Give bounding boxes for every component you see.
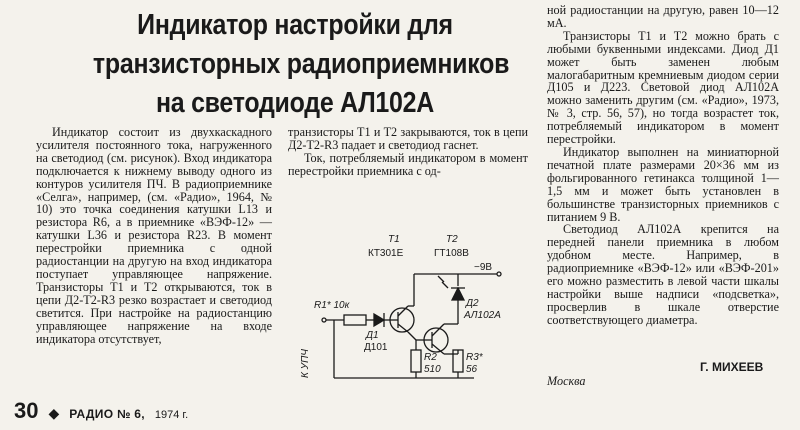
author-signature: Г. МИХЕЕВ: [700, 360, 764, 374]
paragraph: Светодиод АЛ102А крепится на передней панели приемника в любом удобном месте. Например, в радиоприемнике «ВЭФ-12» или «ВЭФ-201» его можно разместить в левой части шкалы настройки выше надписи «подсветка», просверлив в шкале отверстие соответствующего диаметра.: [547, 222, 779, 327]
title-line-1: Индикатор настройки для: [137, 9, 453, 41]
paragraph: ной радиостанции на другую, равен 10—12 мА.: [547, 3, 779, 30]
r2-name: R2: [424, 352, 437, 363]
t2-type: ГТ108В: [434, 248, 469, 259]
d2-type: АЛ102А: [464, 310, 501, 321]
d2-name: Д2: [466, 298, 479, 309]
r1-label: R1* 10к: [314, 300, 350, 311]
paragraph: транзисторы Т1 и Т2 закрываются, ток в цепи Д2-Т2-R3 падает и светодиод гаснет.: [288, 125, 528, 152]
author-city: Москва: [547, 374, 586, 388]
paragraph: Ток, потребляемый индикатором в момент перестройки приемника с од-: [288, 150, 528, 178]
t1-name: Т1: [388, 234, 400, 245]
t1-type: КТ301Е: [368, 248, 404, 259]
title-line-3: на светодиоде АЛ102А: [155, 87, 435, 119]
supply-label: −9В: [474, 262, 493, 273]
title-line-2: транзисторных радиоприемников: [92, 48, 510, 80]
page-footer: [14, 398, 188, 424]
r2-value: 510: [424, 364, 441, 375]
page-number: 30: [14, 398, 39, 423]
paragraph: Индикатор состоит из двухкаскадного усилителя постоянного тока, нагруженного на светодиод (см. рисунок). Вход индикатора подключается к нижнему выводу одного из контуров усилителя ПЧ. В радиоприемнике «Селга», например, (см. «Радио», 1964, № 10) это точка соединения катушки L13 и резистора R6, а в приемнике «ВЭФ-12» — катушки L36 и резистора R23. В момент перестройки приемника с одной радиостанции на другую на вход индикатора поступает управляющее напряжение. Транзисторы Т1 и Т2 открываются, ток в цепи Д2-Т2-R3 резко возрастает и светодиод светится. При настройке на радиостанцию управляющее напряжение на входе индикатора отсутствует,: [36, 125, 272, 346]
text-column-2: [288, 126, 528, 178]
paragraph: Индикатор выполнен на миниатюрной печатной плате размерами 20×36 мм из фольгированного гетинакса толщиной 1—1,5 мм и может быть установлен в большинстве транзисторных приемников с питанием 9 В.: [547, 144, 779, 224]
paragraph: Транзисторы Т1 и Т2 можно брать с любыми буквенными индексами. Диод Д1 может быть заменен любым малогабаритным кремниевым диодом серии Д105 и Д223. Световой диод АЛ102А можно заменить другим (см. «Радио», 1973, № 3, стр. 56, 57), но тогда возрастет ток, потребляемый индикатором в момент перестройки.: [547, 28, 779, 147]
circuit-schematic: [294, 228, 538, 388]
t2-name: Т2: [446, 234, 458, 245]
issue-date: 1974 г.: [154, 409, 189, 421]
text-column-1: [36, 126, 272, 345]
text-column-3: [547, 4, 779, 327]
magazine-issue: РАДИО № 6,: [69, 407, 145, 421]
r3-value: 56: [466, 364, 478, 375]
d1-name: Д1: [366, 330, 379, 341]
r3-name: R3*: [466, 352, 483, 363]
article-title: [92, 6, 510, 123]
diamond-icon: ◆: [48, 405, 60, 421]
input-label: К УПЧ: [300, 348, 311, 378]
d1-type: Д101: [364, 342, 388, 353]
